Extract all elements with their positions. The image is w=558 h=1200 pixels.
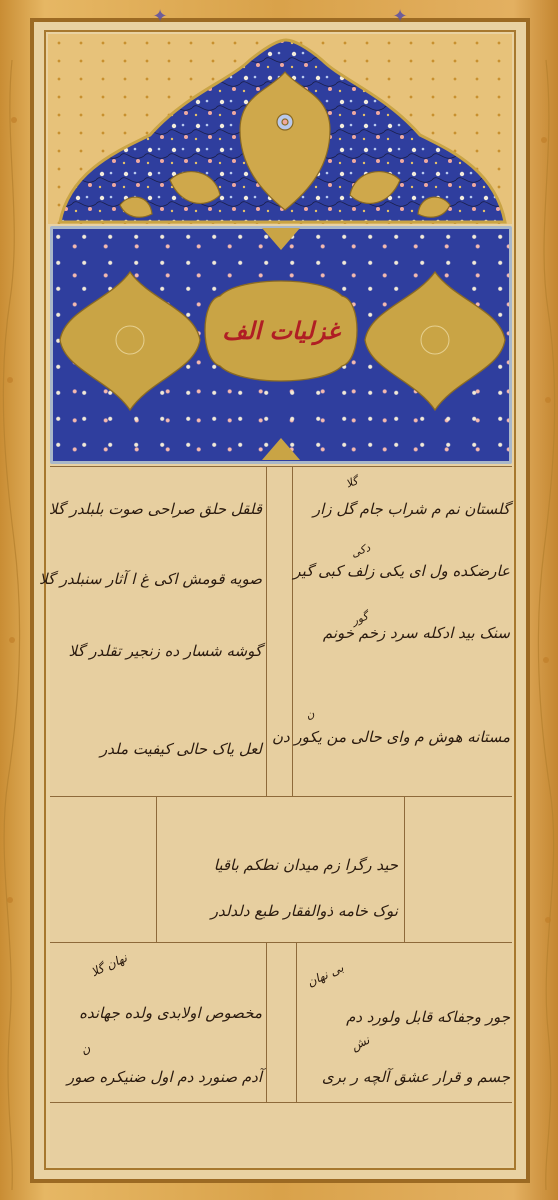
marginal-note: گلا: [344, 474, 360, 491]
verse-bottom-left-1: مخصوص اولابدی ولده جهانده: [79, 1004, 262, 1022]
rule-middle-bottom: [50, 942, 512, 943]
marginal-note: نهان گلا: [88, 950, 130, 980]
verse-bottom-right-2: جسم و قرار عشق آلچه ر بری: [321, 1068, 510, 1086]
verse-right-3: سنک بید ادکله سرد زخم خونم: [322, 624, 510, 642]
marginal-note: بی نهان: [304, 960, 346, 990]
rule-footer: [50, 1102, 512, 1103]
marginal-note: نش: [349, 1032, 373, 1054]
verse-left-2: صویه قومش اکی غ ا آثار سنبلدر گلا: [38, 570, 262, 588]
verse-right-2: عارضکده ول ای یکی زلف کبی گیر: [293, 562, 510, 580]
rule-center-left: [266, 466, 267, 796]
svg-text:✦: ✦: [392, 6, 408, 27]
rule-middle-top: [50, 796, 512, 797]
rule-couplet-right: [404, 796, 405, 942]
verse-bottom-left-2: آدم صنورد دم اول ضنیکره صور: [66, 1068, 262, 1086]
verse-left-3: گوشه شسار ده زنجیر تقلدر گلا: [68, 642, 262, 660]
verse-right-1: گلستان نم م شراب جام گل زار: [312, 500, 510, 518]
center-couplet-2: نوک خامه ذوالفقار طبع دلدلدر: [210, 902, 398, 920]
rule-bottom-left: [266, 942, 267, 1102]
rule-bottom-right: [296, 942, 297, 1102]
rule-center-right: [292, 466, 293, 796]
verse-bottom-right-1: جور وجفاکه قابل ولورد دم: [346, 1008, 510, 1026]
rule-top: [50, 466, 512, 467]
section-title: غزلیات الف: [222, 316, 340, 345]
rule-couplet-left: [156, 796, 157, 942]
svg-text:✦: ✦: [152, 6, 168, 27]
gold-lobed-medallion-icon: [365, 272, 505, 410]
verse-left-1: قلقل حلق صراحی صوت بلبلدر گلا: [48, 500, 262, 518]
center-couplet-1: حید رگرا زم میدان نطکم باقیا: [213, 856, 398, 874]
gold-lobed-medallion-icon: [60, 272, 200, 410]
verse-right-4: مستانه هوش م وای حالی من یکور دن: [271, 728, 510, 746]
verse-left-4: لعل یاک حالی کیفیت ملدر: [100, 740, 262, 758]
marginal-note: ن: [78, 1040, 93, 1058]
marginal-note: گور: [350, 609, 370, 628]
marginal-note: ن: [303, 707, 316, 722]
marginal-note: دکی: [349, 541, 372, 560]
